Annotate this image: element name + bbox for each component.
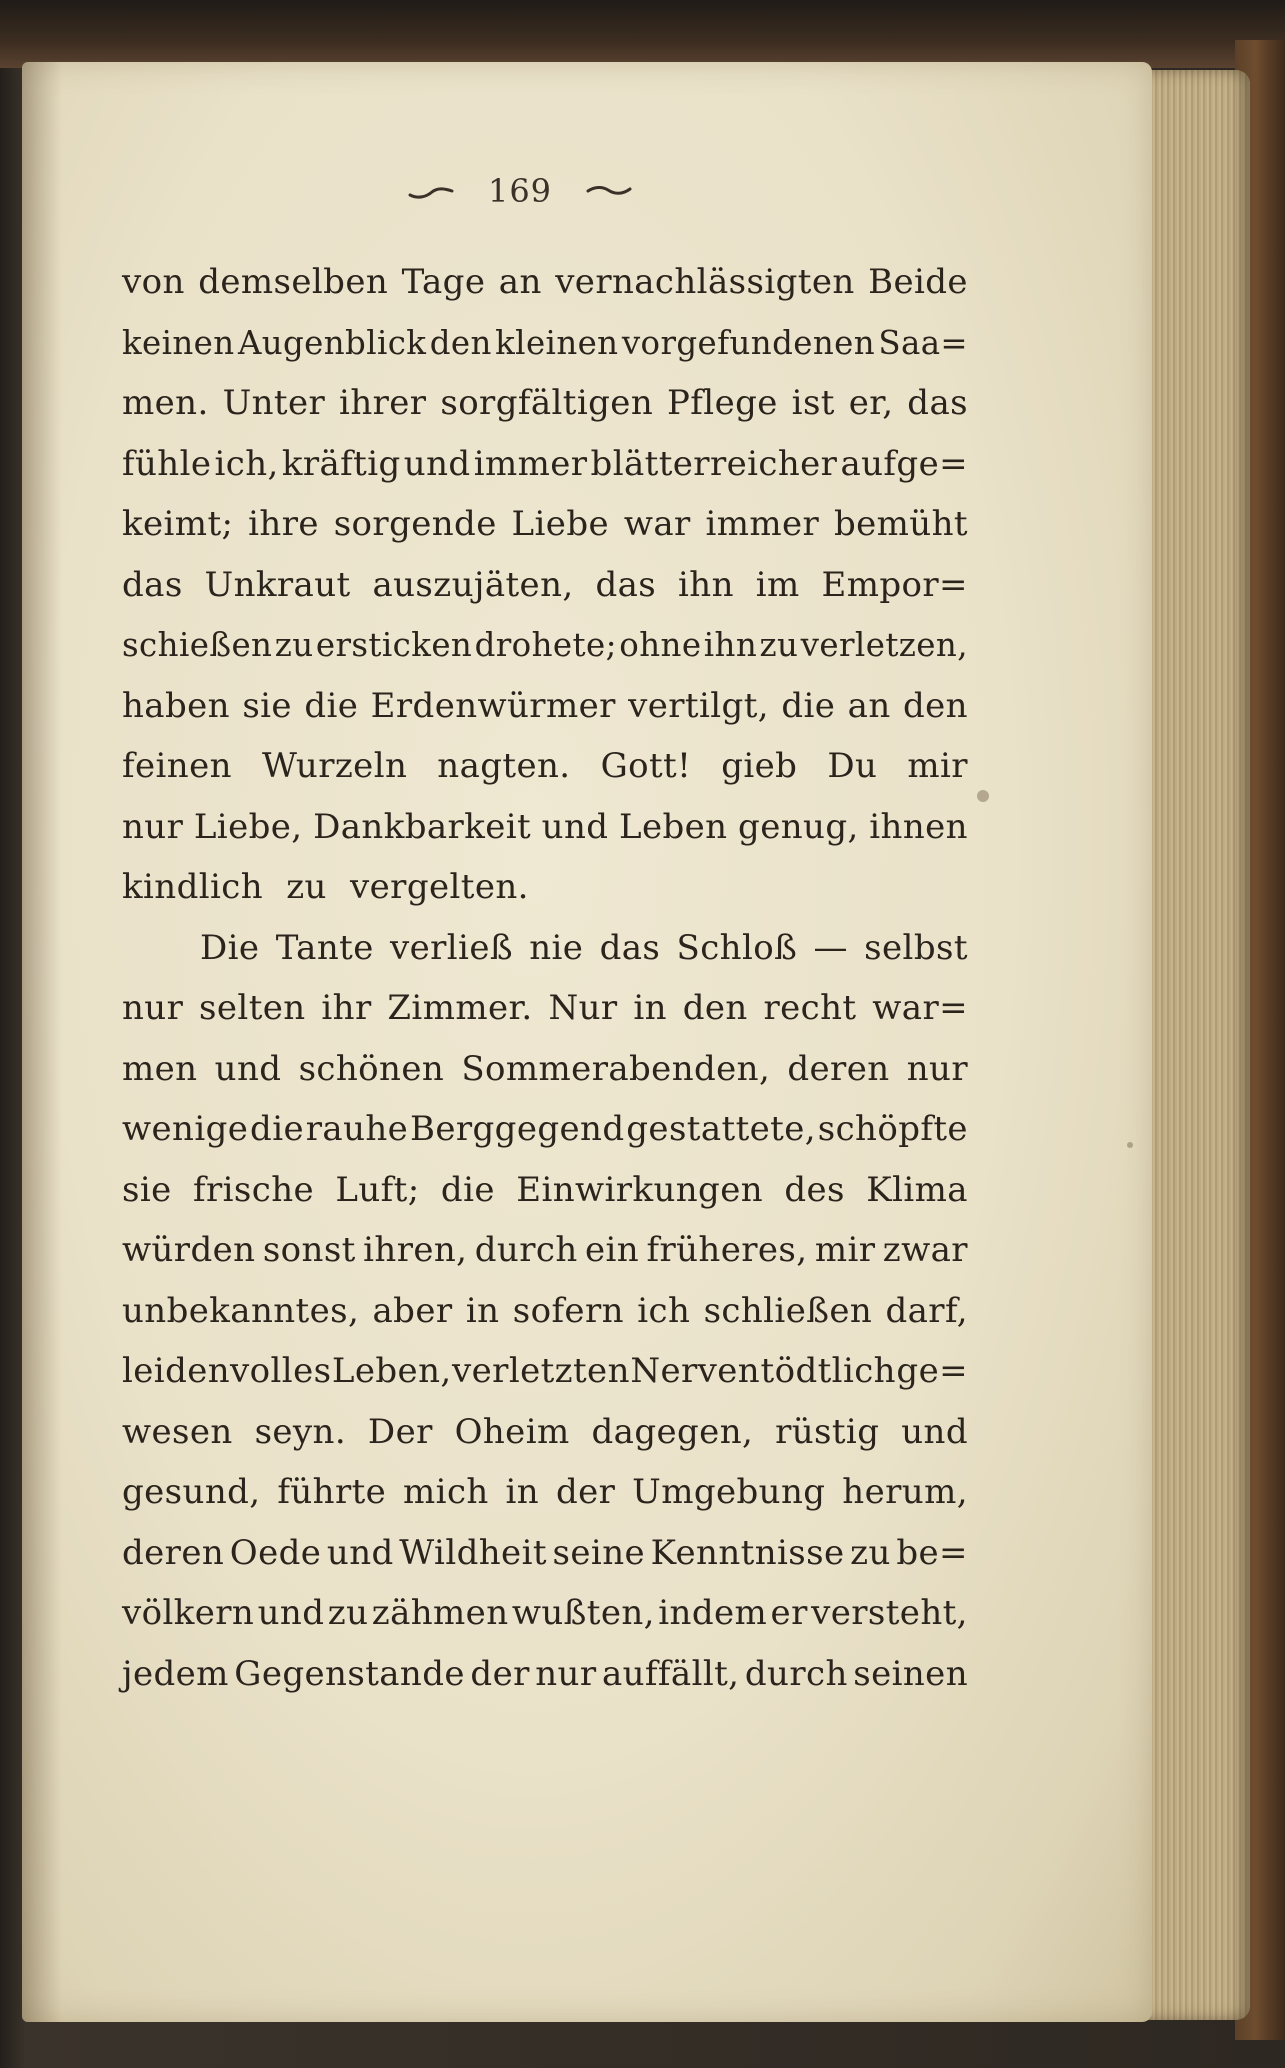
word: vorgefundenen (621, 323, 875, 362)
word: den (682, 988, 748, 1028)
word: recht (763, 988, 857, 1028)
word: er (770, 1593, 808, 1633)
word: nur (535, 1653, 597, 1694)
word: schließen (703, 1290, 873, 1331)
word: und (403, 443, 471, 484)
word: an (847, 685, 891, 726)
word: die (250, 1109, 304, 1149)
word: gestattete, (626, 1109, 816, 1149)
paper-speck (1127, 1142, 1133, 1148)
word: verletzen, (800, 626, 968, 664)
text-line (122, 373, 968, 434)
word: Leben, (331, 1351, 452, 1391)
text-line (122, 1039, 968, 1100)
word: seine (552, 1532, 646, 1573)
word: Luft; (335, 1169, 420, 1210)
word: ihn (703, 626, 758, 664)
word: ist (791, 383, 835, 423)
word: wesen (122, 1411, 233, 1452)
word: leidenvolles (122, 1351, 332, 1391)
word: Augenblick (237, 323, 427, 362)
word: versteht, (811, 1593, 968, 1633)
word: des (784, 1169, 845, 1210)
word: früheres, (646, 1230, 808, 1270)
word: das (599, 927, 661, 968)
word: aufge= (840, 443, 968, 484)
word: rauhe (305, 1109, 409, 1149)
word: ich, (214, 443, 279, 484)
word: führte (277, 1472, 387, 1512)
word: deren (787, 1048, 890, 1089)
word: blätterreicher (590, 443, 838, 484)
left-flourish-icon (408, 181, 454, 201)
word: Oheim (454, 1411, 570, 1452)
word: in (633, 988, 667, 1028)
word: kräftig (281, 443, 401, 484)
word: zwar (882, 1230, 968, 1270)
word: men (122, 1048, 198, 1089)
word: Empor= (821, 564, 968, 605)
word: Unter (222, 383, 326, 423)
word: schießen (122, 626, 273, 664)
word: Klima (866, 1169, 968, 1210)
word: ihnen (869, 806, 968, 847)
word: zähmen (371, 1593, 509, 1633)
right-flourish-icon (586, 181, 632, 201)
page-header (400, 166, 640, 216)
text-line (122, 918, 968, 979)
text-line (122, 1644, 968, 1705)
word: nur (122, 988, 184, 1028)
word: Tante (275, 927, 374, 968)
word: das (122, 564, 183, 605)
word: seyn. (254, 1411, 347, 1452)
text-line: kindlich zu vergelten. (122, 867, 529, 907)
word: von (122, 262, 185, 302)
word: zu (850, 1532, 891, 1573)
word: tödtlich (760, 1351, 896, 1391)
word: dagegen, (591, 1411, 754, 1452)
word: ihn (678, 564, 734, 605)
word: immer (473, 443, 588, 484)
word: der (555, 1472, 616, 1512)
word: feinen (122, 746, 232, 786)
word: herum, (842, 1472, 968, 1512)
word: ge= (896, 1351, 968, 1391)
text-line (122, 1099, 968, 1160)
word: Beide (868, 262, 968, 302)
word: im (755, 564, 800, 605)
word: be= (896, 1532, 968, 1573)
word: darf, (885, 1290, 968, 1331)
word: Sommerabenden, (461, 1048, 771, 1089)
word: Wurzeln (261, 746, 408, 786)
word: Kenntnisse (650, 1532, 845, 1573)
word: wußten, (511, 1593, 655, 1633)
text-line (122, 252, 968, 313)
word: demselben (198, 262, 389, 302)
word: durch (474, 1230, 578, 1270)
word: die (781, 685, 836, 726)
word: und (901, 1411, 968, 1452)
word: Tage (401, 262, 486, 302)
text-line (122, 676, 968, 737)
word: selbst (864, 927, 968, 968)
word: aber (372, 1290, 453, 1331)
word: kleinen (495, 323, 619, 362)
word: und (326, 1532, 394, 1573)
word: vertilgt, (628, 685, 769, 726)
text-line (122, 434, 968, 495)
word: würden (122, 1230, 256, 1270)
word: selten (199, 988, 306, 1028)
word: keinen (122, 323, 235, 362)
word: Gott! (600, 746, 692, 786)
word: drohete; (474, 626, 617, 664)
word: immer (705, 504, 820, 544)
word: Pflege (667, 383, 778, 423)
word: ich (637, 1290, 691, 1331)
word: zu (759, 626, 799, 664)
word: sie (242, 685, 292, 726)
word: verließ (390, 927, 513, 968)
text-line (122, 494, 968, 555)
word: ihre (248, 504, 319, 544)
word: Zimmer. (387, 988, 533, 1028)
word: war= (872, 988, 968, 1028)
word: fühle (122, 443, 212, 484)
word: Einwirkungen (516, 1169, 764, 1210)
word: zu (327, 1593, 369, 1633)
book-cover-top (0, 0, 1285, 68)
word: mich (403, 1472, 489, 1512)
text-line (122, 1160, 968, 1221)
word: das (907, 383, 968, 423)
word: bemüht (833, 504, 968, 544)
word: mir (814, 1230, 876, 1270)
word: Leben (618, 806, 728, 847)
word: zu (274, 626, 314, 664)
word: Liebe (511, 504, 610, 544)
word: Schloß (676, 927, 798, 968)
text-line (122, 615, 968, 676)
word: verletzten (452, 1351, 630, 1391)
word: Dankbarkeit (313, 806, 532, 847)
word: gieb (721, 746, 798, 786)
word: in (465, 1290, 500, 1331)
word: die (304, 685, 359, 726)
word: sie (122, 1169, 172, 1210)
word: wenige (122, 1109, 249, 1149)
word: rüstig (775, 1411, 880, 1452)
word: genug, (738, 806, 859, 847)
word: völkern (122, 1593, 255, 1633)
word: ihr (321, 988, 372, 1028)
word: und (214, 1048, 282, 1089)
word: Saa= (878, 323, 968, 362)
word: nur (906, 1048, 968, 1089)
text-line (122, 797, 968, 858)
text-line (122, 1220, 968, 1281)
word: Du (827, 746, 878, 786)
word: Unkraut (204, 564, 351, 605)
word: Oede (229, 1532, 322, 1573)
text-line (122, 736, 968, 797)
word: mir (907, 746, 968, 786)
text-line (122, 1583, 968, 1644)
word: und (541, 806, 609, 847)
word: er, (848, 383, 894, 423)
word: nur (122, 806, 184, 847)
gutter-shadow (22, 62, 62, 2022)
word: auszujäten, (372, 564, 574, 605)
word: durch (744, 1653, 848, 1694)
word: war (623, 504, 691, 544)
page-text (122, 252, 968, 1704)
word: Umgebung (632, 1472, 826, 1512)
word: keimt; (122, 504, 234, 544)
text-line (122, 1523, 968, 1584)
word: jedem (122, 1653, 229, 1694)
word: Berggegend (409, 1109, 625, 1149)
text-line (122, 978, 968, 1039)
word: Erdenwürmer (370, 685, 616, 726)
word: Wildheit (399, 1532, 547, 1573)
page-edges (1140, 70, 1250, 2020)
word: nagten. (437, 746, 571, 786)
word: an (498, 262, 542, 302)
word: gesund, (122, 1472, 261, 1512)
word: sorgende (333, 504, 497, 544)
text-line (122, 1341, 968, 1402)
word: das (595, 564, 657, 605)
word: nie (529, 927, 584, 968)
word: Liebe, (193, 806, 303, 847)
text-line (122, 1462, 968, 1523)
word: Nur (548, 988, 618, 1028)
word: sofern (512, 1290, 624, 1331)
text-line (122, 1402, 968, 1463)
word: deren (122, 1532, 225, 1573)
word: in (505, 1472, 540, 1512)
word: Gegenstande (234, 1653, 465, 1694)
word: den (429, 323, 492, 362)
word: schönen (298, 1048, 445, 1089)
paper-speck (977, 790, 989, 802)
word: ihren, (363, 1230, 468, 1270)
text-line (122, 555, 968, 616)
word: haben (122, 685, 230, 726)
word: frische (193, 1169, 315, 1210)
word: Die (200, 927, 260, 968)
word: indem (658, 1593, 768, 1633)
word: ihrer (339, 383, 427, 423)
word: ohne (619, 626, 702, 664)
word: men. (122, 383, 209, 423)
word: der (470, 1653, 530, 1694)
word: — (813, 927, 848, 968)
word: sonst (262, 1230, 356, 1270)
word: schöpfte (817, 1109, 968, 1149)
text-line (122, 1281, 968, 1342)
word: die (440, 1169, 495, 1210)
word: Nerven (630, 1351, 761, 1391)
word: ersticken (315, 626, 473, 664)
word: seinen (853, 1653, 968, 1694)
word: unbekanntes, (122, 1290, 360, 1331)
word: auffällt, (601, 1653, 740, 1694)
word: ein (585, 1230, 640, 1270)
word: Der (367, 1411, 433, 1452)
word: vernachlässigten (555, 262, 855, 302)
text-line (122, 313, 968, 374)
word: den (903, 685, 968, 726)
word: sorgfältigen (440, 383, 654, 423)
page-number: 169 (487, 172, 553, 210)
word: und (257, 1593, 325, 1633)
